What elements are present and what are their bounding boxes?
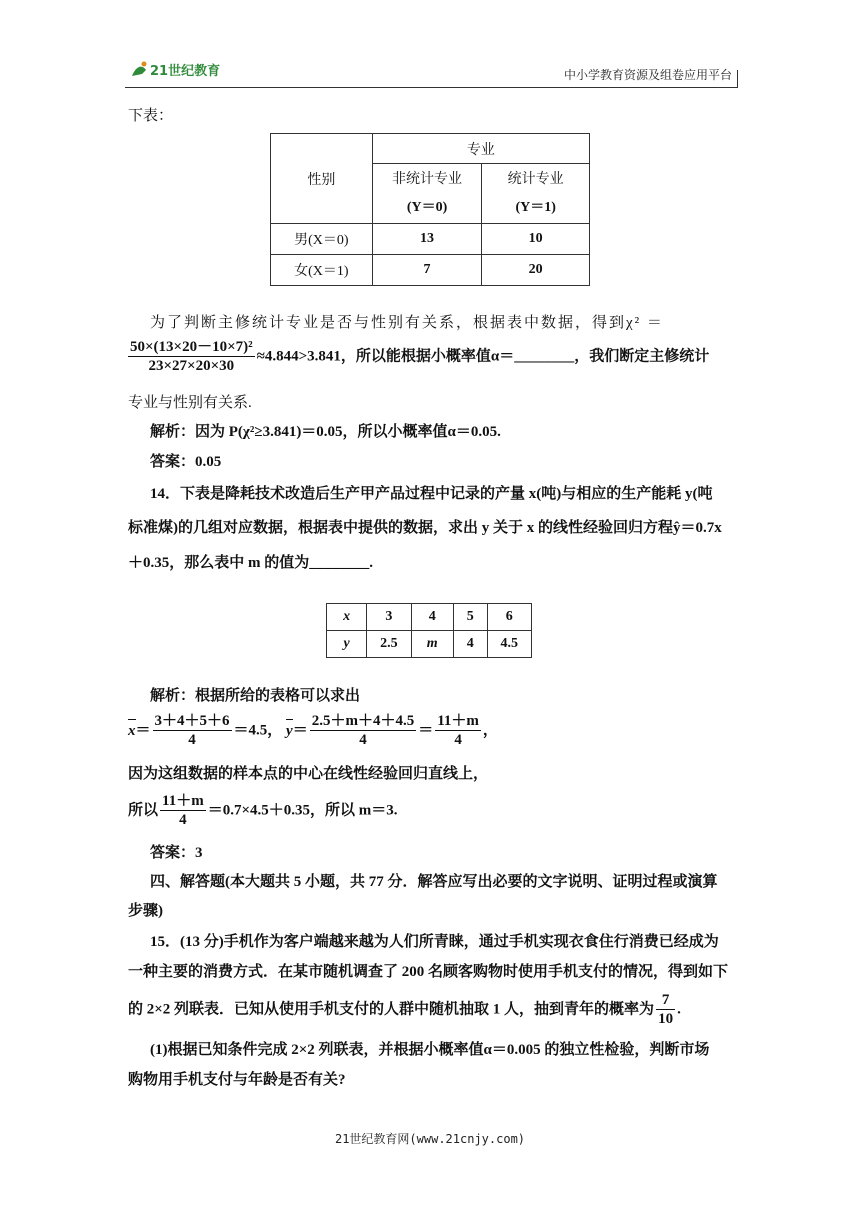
header-divider-tick [737, 70, 738, 88]
site-logo [128, 60, 220, 80]
header-divider [125, 87, 737, 88]
row-label: 男(X＝0) [271, 224, 373, 255]
col-group-major: 专业 [372, 134, 589, 164]
section4-line2: 步骤) [128, 903, 163, 919]
svg-text:21世纪教育: 21世纪教育 [150, 64, 220, 79]
q15-part1-line1: (1)根据已知条件完成 2×2 列联表，并根据小概率值α＝0.005 的独立性检验，判断市场 [150, 1042, 710, 1058]
table-cell: 4 [411, 604, 453, 631]
q14-line1: 14．下表是降耗技术改造后生产甲产品过程中记录的产量 x(吨)与相应的生产能耗 y(吨 [150, 486, 713, 502]
table-cell: m [411, 631, 453, 658]
table-cell: 2.5 [367, 631, 411, 658]
xy-table [326, 603, 532, 658]
q14-line3: ＋0.35，那么表中 m 的值为________. [128, 555, 373, 571]
q13-line3: 专业与性别有关系. [128, 395, 252, 411]
q14-answer: 答案：3 [150, 845, 203, 861]
table-cell: 6 [487, 604, 532, 631]
table-cell: 13 [372, 224, 482, 255]
chi-square-fraction: $\frac{\text{50×(13×20－10×7)²}}{23\times 27\times 20\times 30}$ [130, 339, 253, 374]
q14-center-text: 因为这组数据的样本点的中心在线性经验回归直线上， [128, 766, 489, 782]
row-label: 女(X＝1) [271, 255, 373, 286]
q14-conclusion: 所以 $\frac{11+m}{4}$ ＝0.7×4.5＋0.35，所以 m＝3. [128, 793, 398, 828]
q14-analysis-intro: 解析：根据所给的表格可以求出 [150, 688, 361, 704]
q15-part1-line2: 购物用手机支付与年龄是否有关? [128, 1072, 346, 1088]
q15-line3: 的 2×2 列联表．已知从使用手机支付的人群中随机抽取 1 人，抽到青年的概率为 $\frac{7}{10}$ . [128, 992, 681, 1027]
table-cell: 10 [482, 224, 590, 255]
table-cell: 5 [453, 604, 487, 631]
q14-line2: 标准煤)的几组对应数据，根据表中提供的数据，求出 y 关于 x 的线性经验回归方程ŷ＝0.7x [128, 520, 722, 536]
col-header-stat: 统计专业 (Y＝1) [482, 164, 590, 224]
table-cell: 4 [453, 631, 487, 658]
section4-line1: 四、解答题(本大题共 5 小题，共 77 分．解答应写出必要的文字说明、证明过程或演算 [150, 874, 718, 890]
table-cell: 20 [482, 255, 590, 286]
row-header-gender: 性别 [271, 134, 373, 224]
q15-line1: 15．(13 分)手机作为客户端越来越为人们所青睐，通过手机实现衣食住行消费已经成为 [150, 934, 719, 950]
table-row [271, 224, 590, 255]
q13-analysis: 解析：因为 P(χ²≥3.841)＝0.05，所以小概率值α＝0.05. [150, 424, 501, 440]
platform-name: 中小学教育资源及组卷应用平台 [563, 68, 732, 82]
footer-text: 21世纪教育网(www.21cnjy.com) [334, 1132, 526, 1146]
q13-line2: $\frac{\text{50×(13×20－10×7)²}}{23\times 27\times 20\times 30}$ ≈4.844>3.841，所以能根据小概率值α＝________，我们断定主修统计 [130, 339, 710, 374]
x-label: x [327, 604, 367, 631]
col-header-non-stat: 非统计专业 (Y＝0) [372, 164, 482, 224]
q13-answer: 答案：0.05 [150, 454, 222, 470]
table-cell: 3 [367, 604, 411, 631]
q15-line2: 一种主要的消费方式．在某市随机调查了 200 名顾客购物时使用手机支付的情况，得到如下 [128, 964, 729, 980]
q14-means: x＝ $\frac{3+4+5+6}{4}$ ＝4.5， y＝ $\frac{2.5+m+4+4.5}{4}$ ＝ $\frac{11+m}{4}$ ， [128, 713, 498, 748]
y-label: y [327, 631, 367, 658]
contingency-table [270, 133, 590, 286]
intro-text: 下表： [128, 108, 174, 124]
table-row [271, 255, 590, 286]
table-cell: 7 [372, 255, 482, 286]
q13-line1: 为了判断主修统计专业是否与性别有关系，根据表中数据，得到χ² ＝ [150, 315, 664, 331]
table-cell: 4.5 [487, 631, 532, 658]
